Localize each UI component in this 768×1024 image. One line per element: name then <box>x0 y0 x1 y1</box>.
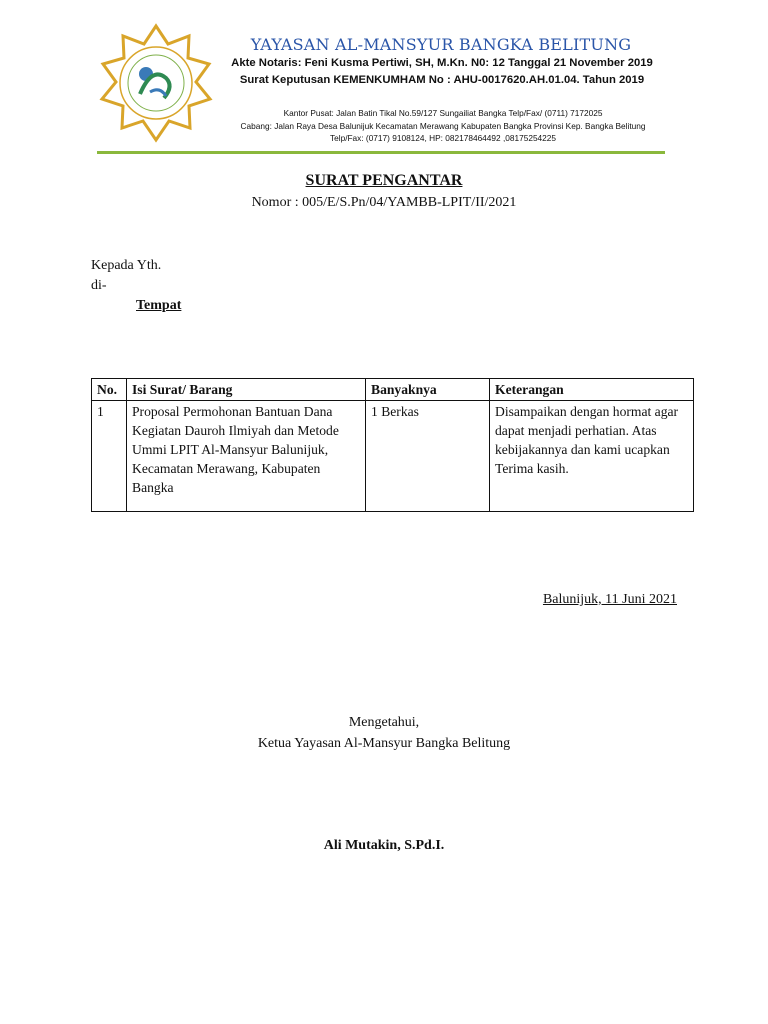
notary-line: Akte Notaris: Feni Kusma Pertiwi, SH, M.Kn. N0: 12 Tanggal 21 November 2019 <box>231 57 653 69</box>
decree-line: Surat Keputusan KEMENKUMHAM No : AHU-0017620.AH.01.04. Tahun 2019 <box>239 74 645 86</box>
foundation-logo <box>92 22 220 150</box>
letter-number: Nomor : 005/E/S.Pn/04/YAMBB-LPIT/II/2021 <box>251 195 517 210</box>
office-main: Kantor Pusat: Jalan Batin Tikal No.59/127 Sungailiat Bangka Telp/Fax/ (0711) 7172025 <box>283 108 603 118</box>
table-row <box>92 401 694 512</box>
signer-position: Ketua Yayasan Al-Mansyur Bangka Belitung <box>257 736 511 751</box>
office-branch: Cabang: Jalan Raya Desa Balunijuk Kecamatan Merawang Kabupaten Bangka Provinsi Kep. Bangka Belitung <box>240 121 646 131</box>
table-header-row <box>92 379 694 401</box>
header-divider <box>97 151 665 154</box>
header-qty: Banyaknya <box>366 379 490 401</box>
header-note: Keterangan <box>490 379 694 401</box>
cell-qty: 1 Berkas <box>366 401 490 512</box>
place-date: Balunijuk, 11 Juni 2021 <box>542 592 677 607</box>
recipient-di: di- <box>91 278 107 293</box>
cell-item: Proposal Permohonan Bantuan Dana Kegiatan Dauroh Ilmiyah dan Metode Ummi LPIT Al-Mansyur Balunijuk, Kecamatan Merawang, Kabupaten Bangka <box>127 401 366 512</box>
acknowledge-label: Mengetahui, <box>348 715 420 730</box>
cell-note: Disampaikan dengan hormat agar dapat menjadi perhatian. Atas kebijakannya dan kami ucapkan Terima kasih. <box>490 401 694 512</box>
header-item: Isi Surat/ Barang <box>127 379 366 401</box>
recipient-line: Kepada Yth. <box>91 258 162 273</box>
letter-title: SURAT PENGANTAR <box>305 172 463 189</box>
contact-line: Telp/Fax: (0717) 9108124, HP: 082178464492 ,08175254225 <box>329 133 557 143</box>
items-table <box>91 378 694 512</box>
signer-name: Ali Mutakin, S.Pd.I. <box>323 838 445 853</box>
org-name: YAYASAN AL-MANSYUR BANGKA BELITUNG <box>250 35 632 54</box>
recipient-place: Tempat <box>136 298 182 313</box>
cell-no: 1 <box>92 401 127 512</box>
header-no: No. <box>92 379 127 401</box>
